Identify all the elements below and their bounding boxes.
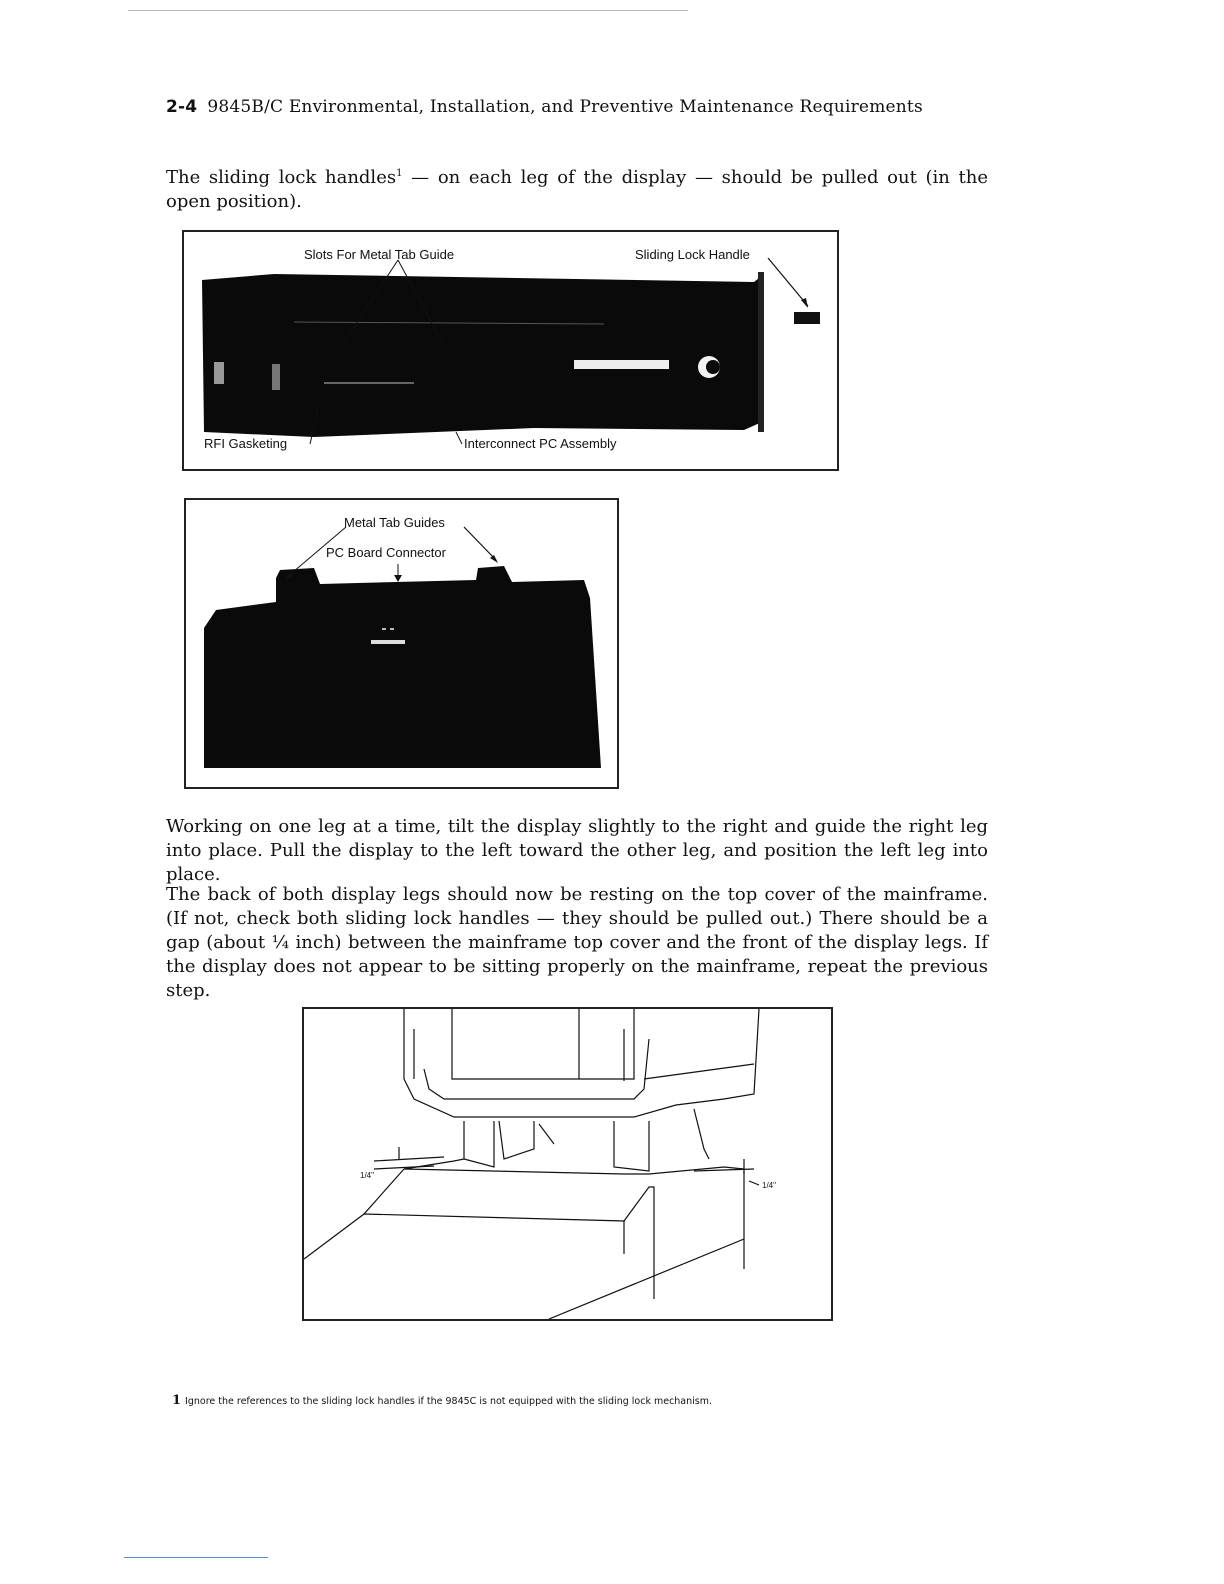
figure-display-leg	[184, 498, 619, 789]
header-title: 9845B/C Environmental, Installation, and Preventive Maintenance Requirements	[207, 97, 923, 117]
page-number: 2-4	[166, 97, 198, 117]
footnote-number: 1	[172, 1393, 182, 1408]
footnote	[172, 1393, 712, 1408]
top-rule	[128, 10, 688, 11]
figure-mainframe-slots	[182, 230, 839, 471]
label-gap-left: 1/4"	[360, 1171, 374, 1180]
label-sliding-lock-handle: Sliding Lock Handle	[635, 247, 750, 262]
figure2-illustration	[186, 500, 617, 787]
label-metal-tab-guides: Metal Tab Guides	[344, 515, 445, 530]
paragraph-working-one-leg: Working on one leg at a time, tilt the display slightly to the right and guide the right leg into place. Pull the display to the left toward the other leg, and position the left leg into place.	[166, 816, 988, 885]
label-gap-right: 1/4"	[762, 1181, 776, 1190]
figure3-illustration	[304, 1009, 831, 1319]
paragraph1-text: The sliding lock handles	[166, 167, 397, 188]
page-header	[166, 97, 923, 117]
label-rfi-gasketing: RFI Gasketing	[204, 436, 288, 451]
figure1-illustration	[184, 232, 837, 469]
paragraph1-text-end: — on each leg of the display — should be pulled out (in the open position).	[166, 167, 989, 212]
label-pc-board-connector: PC Board Connector	[326, 545, 446, 560]
bottom-rule	[124, 1557, 268, 1558]
paragraph-sliding-lock	[166, 162, 988, 214]
label-interconnect-pc-assembly: Interconnect PC Assembly	[464, 436, 617, 451]
label-slots-metal-tab-guide: Slots For Metal Tab Guide	[304, 247, 455, 262]
figure-display-gap	[302, 1007, 833, 1321]
footnote-text: Ignore the references to the sliding lock handles if the 9845C is not equipped with the sliding lock mechanism.	[185, 1396, 713, 1407]
paragraph-back-of-legs: The back of both display legs should now be resting on the top cover of the mainframe. (If not, check both sliding lock handles — they should be pulled out.) There should be a gap (about ¼ inch) between the mainframe top cover and the front of the display legs. If the display does not appear to be sitting properly on the mainframe, repeat the previous step.	[166, 884, 988, 1001]
footnote-ref: 1	[396, 168, 403, 179]
